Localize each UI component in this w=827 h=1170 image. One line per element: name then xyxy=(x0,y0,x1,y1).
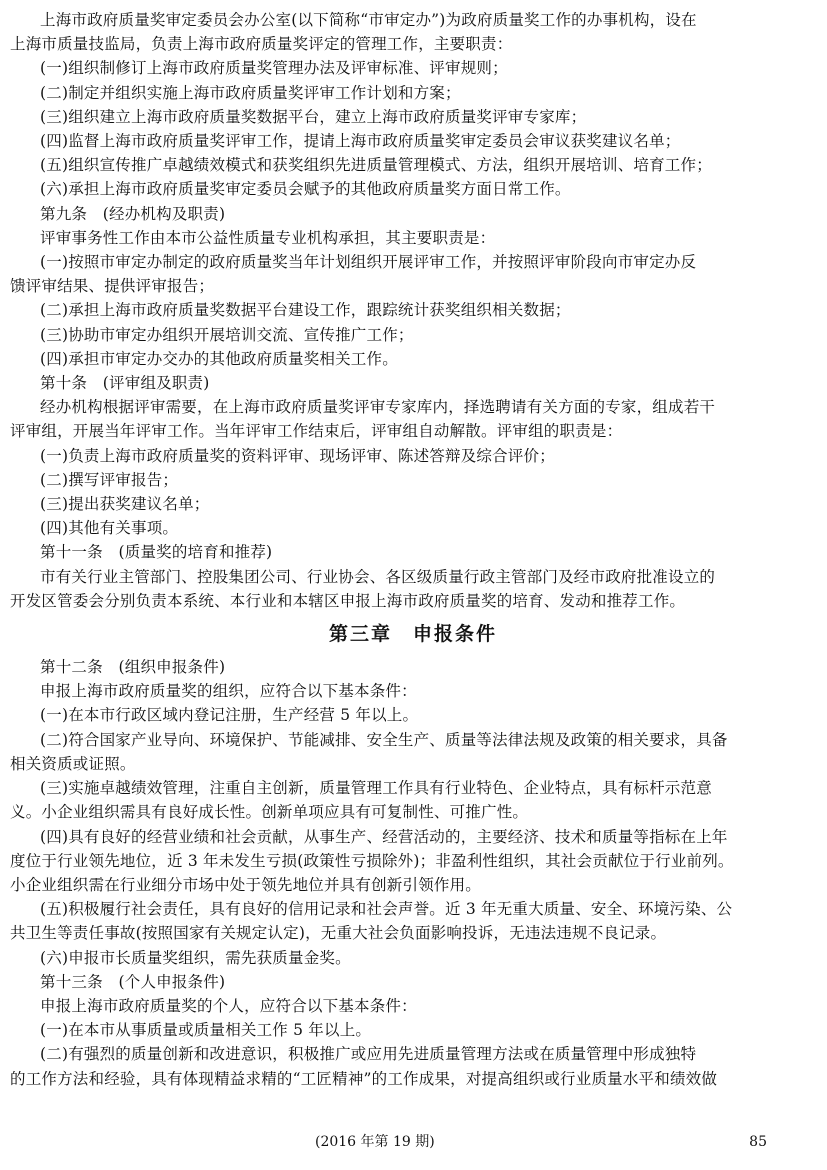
text-line: (四)具有良好的经营业绩和社会贡献，从事生产、经营活动的，主要经济、技术和质量等指标在上年 xyxy=(40,827,728,846)
text-line: (五)组织宣传推广卓越绩效模式和获奖组织先进质量管理模式、方法，组织开展培训、培育工作； xyxy=(40,156,712,175)
text-line: 第十条 (评审组及职责) xyxy=(40,374,210,393)
page-number: 85 xyxy=(749,1134,767,1150)
text-line: (四)监督上海市政府质量奖评审工作，提请上海市政府质量奖审定委员会审议获奖建议名单； xyxy=(40,132,681,151)
text-line: 上海市政府质量奖审定委员会办公室(以下简称“市审定办”)为政府质量奖工作的办事机构，设在 xyxy=(40,11,697,29)
text-line: 共卫生等责任事故(按照国家有关规定认定)，无重大社会负面影响投诉，无违法违规不良记录。 xyxy=(10,924,667,943)
text-line: 申报上海市政府质量奖的个人，应符合以下基本条件： xyxy=(40,996,417,1015)
text-line: (一)在本市行政区域内登记注册，生产经营 5 年以上。 xyxy=(40,706,419,725)
text-line: 馈评审结果、提供评审报告； xyxy=(10,277,215,296)
text-line: (六)申报市长质量奖组织，需先获质量金奖。 xyxy=(40,948,351,967)
text-line: 第十一条 (质量奖的培育和推荐) xyxy=(40,543,273,562)
text-line: (六)承担上海市政府质量奖审定委员会赋予的其他政府质量奖方面日常工作。 xyxy=(40,180,571,199)
text-line: 小企业组织需在行业细分市场中处于领先地位并具有创新引领作用。 xyxy=(10,875,482,894)
text-line: (二)有强烈的质量创新和改进意识，积极推广或应用先进质量管理方法或在质量管理中形成独特 xyxy=(40,1045,697,1064)
text-line: 经办机构根据评审需要，在上海市政府质量奖评审专家库内，择选聘请有关方面的专家，组成若干 xyxy=(40,398,716,417)
text-line: 义。小企业组织需具有良好成长性。创新单项应具有可复制性、可推广性。 xyxy=(10,803,529,822)
text-line: 度位于行业领先地位，近 3 年未发生亏损(政策性亏损除外)；非盈利性组织，其社会贡献位于行业前列。 xyxy=(10,851,734,870)
text-line: 市有关行业主管部门、控股集团公司、行业协会、各区级质量行政主管部门及经市政府批准设立的 xyxy=(40,567,716,586)
section-article-8-to-11 xyxy=(10,8,816,613)
text-line: 评审组，开展当年评审工作。当年评审工作结束后，评审组自动解散。评审组的职责是： xyxy=(10,422,623,441)
text-line: (一)在本市从事质量或质量相关工作 5 年以上。 xyxy=(40,1021,372,1040)
text-line: (三)提出获奖建议名单； xyxy=(40,495,210,514)
chapter-heading: 第三章 申报条件 xyxy=(328,623,497,646)
text-line: (四)承担市审定办交办的其他政府质量奖相关工作。 xyxy=(40,349,398,368)
text-line: (三)组织建立上海市政府质量奖数据平台，建立上海市政府质量奖评审专家库； xyxy=(40,107,587,126)
page-footer xyxy=(0,1130,827,1154)
text-line: (五)积极履行社会责任，具有良好的信用记录和社会声誉。近 3 年无重大质量、安全、环境污染、公 xyxy=(40,900,733,919)
issue-label: (2016 年第 19 期) xyxy=(315,1134,435,1150)
text-line: 第十三条 (个人申报条件) xyxy=(40,972,226,991)
text-line: (二)符合国家产业导向、环境保护、节能减排、安全生产、质量等法律法规及政策的相关要求，具备 xyxy=(40,730,728,749)
text-line: (一)按照市审定办制定的政府质量奖当年计划组织开展评审工作，并按照评审阶段向市审定办反 xyxy=(40,253,697,272)
text-line: 第十二条 (组织申报条件) xyxy=(40,658,226,677)
text-line: (二)承担上海市政府质量奖数据平台建设工作，跟踪统计获奖组织相关数据； xyxy=(40,301,571,320)
text-line: 相关资质或证照。 xyxy=(10,754,136,773)
document-body xyxy=(10,8,816,1091)
text-line: (一)组织制修订上海市政府质量奖管理办法及评审标准、评审规则； xyxy=(40,59,508,78)
text-line: (三)实施卓越绩效管理，注重自主创新，质量管理工作具有行业特色、企业特点，具有标杆示范意 xyxy=(40,779,712,798)
text-line: (一)负责上海市政府质量奖的资料评审、现场评审、陈述答辩及综合评价； xyxy=(40,446,555,465)
text-line: (四)其他有关事项。 xyxy=(40,519,179,538)
text-line: (三)协助市审定办组织开展培训交流、宣传推广工作； xyxy=(40,325,414,344)
text-line: (二)撰写评审报告； xyxy=(40,470,179,489)
text-line: (二)制定并组织实施上海市政府质量奖评审工作计划和方案； xyxy=(40,83,461,102)
text-line: 第九条 (经办机构及职责) xyxy=(40,204,226,223)
text-line: 开发区管委会分别负责本系统、本行业和本辖区申报上海市政府质量奖的培育、发动和推荐工作。 xyxy=(10,591,686,610)
text-line: 的工作方法和经验，具有体现精益求精的“工匠精神”的工作成果，对提高组织或行业质量水平和绩效做 xyxy=(10,1069,718,1088)
text-line: 评审事务性工作由本市公益性质量专业机构承担，其主要职责是： xyxy=(40,228,496,247)
text-line: 申报上海市政府质量奖的组织，应符合以下基本条件： xyxy=(40,682,417,701)
text-line: 上海市质量技监局，负责上海市政府质量奖评定的管理工作，主要职责： xyxy=(10,35,513,54)
section-article-12-to-13 xyxy=(10,655,816,1091)
